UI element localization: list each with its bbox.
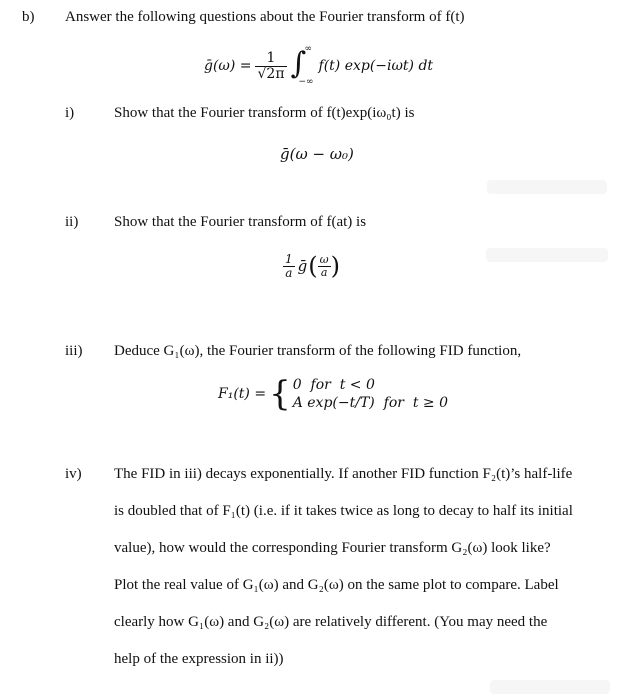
scan-smudge — [487, 180, 607, 194]
part-ii-label: ii) — [65, 214, 79, 230]
argument-numerator: ω — [319, 252, 329, 266]
integral-upper-limit: ∞ — [304, 44, 313, 54]
part-ii-prompt: Show that the Fourier transform of f(at) is — [114, 214, 367, 230]
left-brace: { — [269, 374, 291, 414]
result-g: ḡ — [297, 257, 308, 275]
argument-fraction — [318, 254, 331, 278]
prefactor-denominator: √2π — [257, 65, 285, 82]
part-i-result: ḡ(ω − ω₀) — [280, 145, 354, 163]
scan-smudge — [490, 680, 610, 694]
definition-lhs: ḡ(ω) = — [204, 58, 252, 74]
part-iv-line-4: Plot the real value of G₁(ω) and G₂(ω) on the same plot to compare. Label — [114, 577, 559, 593]
right-paren: ) — [330, 252, 340, 280]
part-iv-label: iv) — [65, 466, 82, 482]
fid-case-1: 0 for t < 0 — [292, 377, 375, 393]
scan-smudge — [486, 248, 608, 262]
question-label: b) — [22, 9, 35, 25]
part-ii-result — [283, 246, 340, 286]
question-intro: Answer the following questions about the Fourier transform of f(t) — [65, 9, 465, 25]
part-iii-label: iii) — [65, 343, 83, 359]
prefactor-numerator: 1 — [255, 51, 286, 67]
part-iv-line-1: The FID in iii) decays exponentially. If another FID function F₂(t)’s half-life — [114, 466, 573, 482]
argument-denominator: a — [320, 265, 328, 279]
part-iii-prompt: Deduce G₁(ω), the Fourier transform of the following FID function, — [114, 343, 522, 359]
left-paren: ( — [308, 252, 318, 280]
fid-case-2: A exp(−t/T) for t ≥ 0 — [292, 395, 449, 411]
integrand: f(t) exp(−iωt) dt — [318, 58, 434, 74]
part-iv-line-3: value), how would the corresponding Fourier transform G₂(ω) look like? — [114, 540, 551, 556]
definition-formula — [204, 44, 433, 88]
part-i-prompt: Show that the Fourier transform of f(t)exp(iω₀t) is — [114, 105, 415, 121]
fid-lhs: F₁(t) = — [218, 386, 267, 402]
part-i-label: i) — [65, 105, 75, 121]
scale-denominator: a — [285, 265, 293, 280]
integral-sign: ∫ — [290, 46, 307, 81]
part-iv-line-5: clearly how G₁(ω) and G₂(ω) are relatively different. (You may need the — [114, 614, 548, 630]
definition-prefactor — [255, 51, 286, 81]
scale-numerator: 1 — [285, 251, 293, 266]
part-iv-line-6: help of the expression in ii)) — [114, 651, 284, 667]
fid-function — [218, 374, 448, 414]
part-iv-line-2: is doubled that of F₁(t) (i.e. if it takes twice as long to decay to half its initial — [114, 503, 573, 519]
result-scale-fraction — [283, 253, 295, 279]
integral-lower-limit: −∞ — [298, 77, 314, 87]
